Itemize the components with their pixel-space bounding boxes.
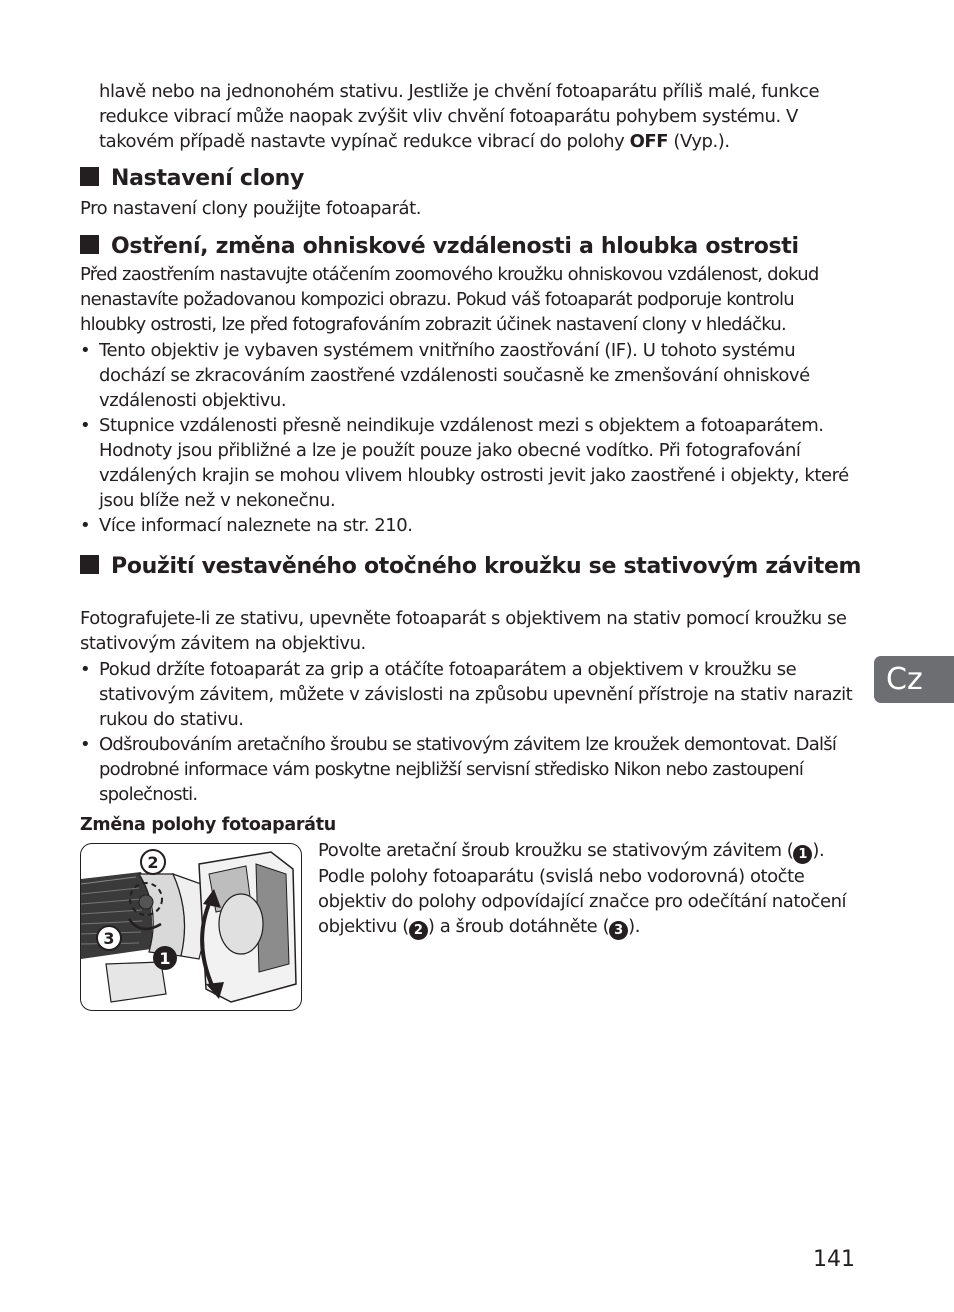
camera-body [199, 852, 296, 1002]
marker-2 [141, 850, 165, 874]
marker-1 [153, 946, 177, 970]
tripod-foot [106, 962, 166, 1002]
focus-paragraph: Před zaostřením nastavujte otáčením zoomového kroužku ohniskovou vzdálenost, dokud nenastavíte požadovanou kompozici obrazu. Pokud váš fotoaparát podporuje kontrolu hloubky ostrosti, lze před fotografováním zobrazit účinek nastavení clony v hledáčku. [80, 264, 819, 335]
list-item: • Pokud držíte fotoaparát za grip a otáčíte fotoaparátem a objektivem v kroužku se stativovým závitem, můžete v závislosti na způsobu upevnění přístroje na stativ narazit rukou do stativu. [80, 657, 860, 732]
list-item: • Více informací naleznete na str. 210. [80, 513, 860, 538]
marker-1-label: 1 [159, 949, 171, 968]
heading-tripod-ring-text: Použití vestavěného otočného kroužku se stativovým závitem [111, 554, 862, 579]
list-item: • Odšroubováním aretačního šroubu se stativovým závitem lze kroužek demontovat. Další podrobné informace vám poskytne nejbližší servisní středisko Nikon nebo zastoupení společnosti. [80, 732, 860, 807]
caption-text: ). Podle polohy fotoaparátu (svislá nebo vodorovná) otočte objektiv do polohy odpovídající značce pro odečítání natočení objektivu ( [318, 840, 847, 937]
intro-paragraph [99, 79, 864, 154]
marker-1-icon: 1 [793, 845, 812, 864]
marker-3-icon: 3 [609, 921, 628, 940]
list-item: • Tento objektiv je vybaven systémem vnitřního zaostřování (IF). U tohoto systému dochází se zkracováním zaostřené vzdálenosti současně ke zmenšování ohniskové vzdálenosti objektivu. [80, 338, 860, 413]
locking-screw [139, 895, 153, 909]
language-tab: Cz [874, 656, 954, 703]
marker-3 [97, 926, 121, 950]
heading-aperture-text: Nastavení clony [111, 166, 305, 191]
heading-square-icon [80, 167, 99, 186]
list-item: • Stupnice vzdálenosti přesně neindikuje vzdálenost mezi s objektem a fotoaparátem. Hodnoty jsou přibližné a lze je použít pouze jako obecné vodítko. Při fotografování vzdálených krajin se mohou vlivem hloubky ostrosti jevit jako zaostřené i objekty, které jsou blíže než v nekonečnu. [80, 413, 860, 513]
caption-text: ). [628, 916, 641, 937]
tripod-ring-illustration [80, 843, 302, 1011]
subheading-camera-position: Změna polohy fotoaparátu [80, 815, 336, 835]
tripod-paragraph: Fotografujete-li ze stativu, upevněte fotoaparát s objektivem na stativ pomocí kroužku se stativovým závitem na objektivu. [80, 608, 847, 654]
caption-text: ) a šroub dotáhněte ( [427, 916, 610, 937]
heading-square-icon [80, 235, 99, 254]
focus-bullet-list [80, 338, 860, 538]
heading-aperture [80, 167, 860, 191]
heading-focus [80, 235, 860, 259]
caption-text: Povolte aretační šroub kroužku se stativovým závitem ( [318, 840, 794, 861]
heading-focus-text: Ostření, změna ohniskové vzdálenosti a hloubka ostrosti [111, 234, 799, 259]
marker-2-label: 2 [147, 853, 159, 872]
tripod-bullet-list [80, 657, 860, 807]
aperture-paragraph: Pro nastavení clony použijte fotoaparát. [80, 198, 421, 219]
intro-text-end: (Vyp.). [668, 131, 730, 152]
lens-camera-drawing [81, 844, 301, 1010]
heading-square-icon [80, 555, 99, 574]
marker-3-label: 3 [103, 929, 115, 948]
figure-caption [318, 838, 863, 940]
off-keyword: OFF [629, 131, 669, 152]
marker-2-icon: 2 [409, 921, 428, 940]
page-number: 141 [813, 1247, 855, 1272]
intro-text: hlavě nebo na jednonohém stativu. Jestliže je chvění fotoaparátu příliš malé, funkce redukce vibrací může naopak zvýšit vliv chvění fotoaparátu pohybem systému. V takovém případě nastavte vypínač redukce vibrací do polohy [99, 81, 820, 152]
heading-tripod-ring [80, 555, 891, 579]
